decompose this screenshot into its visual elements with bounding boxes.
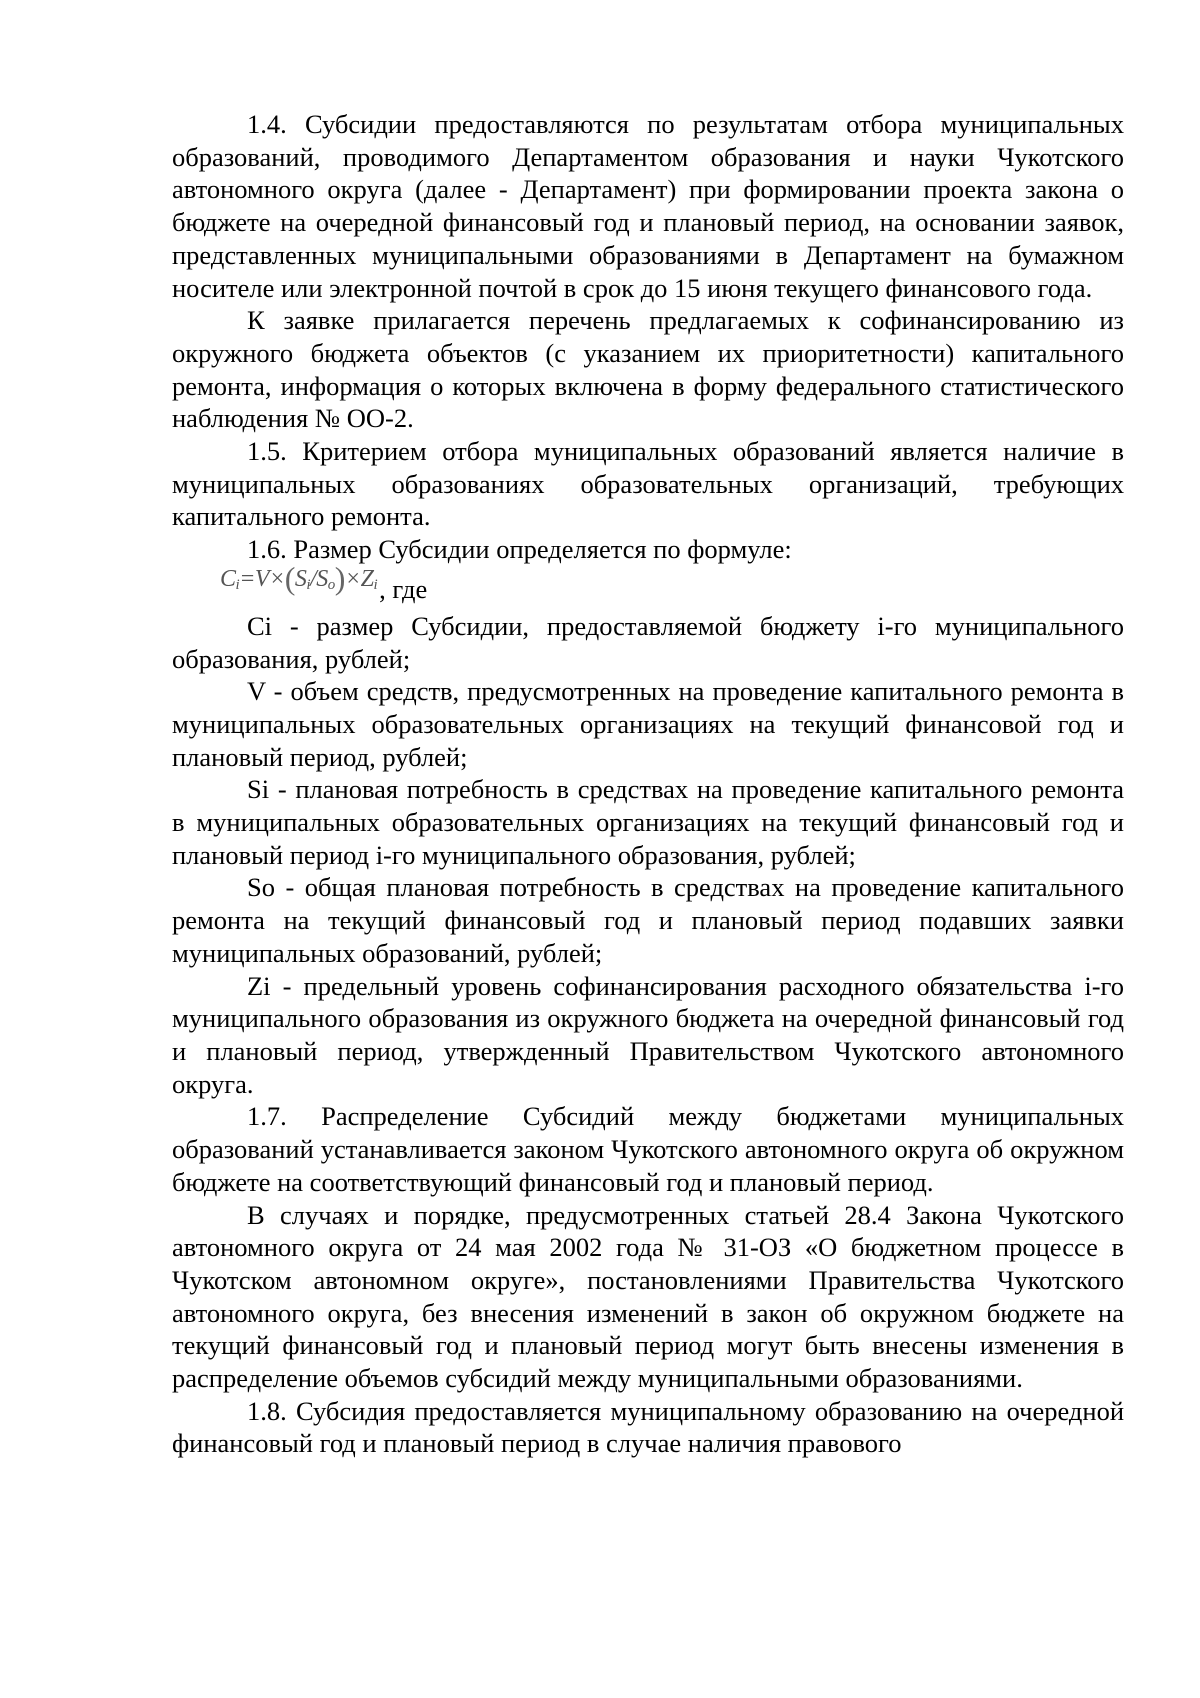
paragraph-1-7: 1.7. Распределение Субсидий между бюджетами муниципальных образований устанавливается законом Чукотского автономного округа об окружном бюджете на соответствующий финансовый год и плановый период. — [172, 1101, 1124, 1197]
formula-v: V — [254, 566, 270, 593]
formula-times-1: × — [269, 566, 285, 593]
formula-s-sub: i — [306, 577, 311, 594]
formula-where: , где — [379, 574, 428, 605]
paragraph-1-6: 1.6. Размер Субсидии определяется по формуле: — [247, 534, 792, 565]
definition-zi: Zi - предельный уровень софинансирования расходного обязательства i-го муниципального образования из окружного бюджета на очередной финансовый год и плановый период, утвержденный Правительством Чукотского автономного округа. — [172, 970, 1124, 1099]
paragraph-1-8: 1.8. Субсидия предоставляется муниципальному образованию на очередной финансовый год и плановый период в случае наличия правового — [172, 1395, 1124, 1459]
formula-z: Z — [360, 566, 374, 593]
formula-slash: / — [310, 566, 317, 593]
document-page — [172, 108, 1124, 1460]
formula-equals: = — [239, 566, 255, 593]
formula-open-paren: ( — [284, 560, 295, 597]
formula-s: S — [294, 566, 307, 593]
formula-expression — [220, 562, 377, 602]
paragraph-1-4: 1.4. Субсидии предоставляются по результатам отбора муниципальных образований, проводимого Департаментом образования и науки Чукотского автономного округа (далее - Департамент) при формировании проекта закона о бюджете на очередной финансовый год и плановый период, на основании заявок, представленных муниципальными образованиями в Департамент на бумажном носителе или электронной почтой в срок до 15 июня текущего финансового года. — [172, 109, 1124, 303]
paragraph-application-list: К заявке прилагается перечень предлагаемых к софинансированию из окружного бюджета объектов (с указанием их приоритетности) капитального ремонта, информация о которых включена в форму федерального статистического наблюдения № ОО-2. — [172, 305, 1124, 434]
definition-v: V - объем средств, предусмотренных на проведение капитального ремонта в муниципальных образовательных организациях на текущий финансовой год и плановый период, рублей; — [172, 676, 1124, 772]
paragraph-redistribution: В случаях и порядке, предусмотренных статьей 28.4 Закона Чукотского автономного округа от 24 мая 2002 года № 31-ОЗ «О бюджетном процессе в Чукотском автономном округе», постановлениями Правительства Чукотского автономного округа, без внесения изменений в закон об окружном бюджете на текущий финансовый год и плановый период могут быть внесены изменения в распределение объемов субсидий между муниципальными образованиями. — [172, 1199, 1124, 1394]
formula-z-sub: i — [373, 577, 378, 594]
formula-lhs: C — [220, 566, 236, 593]
formula-s0-sub: o — [327, 577, 335, 594]
paragraph-1-5: 1.5. Критерием отбора муниципальных образований является наличие в муниципальных образованиях образовательных организаций, требующих капитального ремонта. — [172, 436, 1124, 532]
definition-ci: Ci - размер Субсидии, предоставляемой бюджету i-го муниципального образования, рублей; — [172, 610, 1124, 674]
definition-so: So - общая плановая потребность в средствах на проведение капитального ремонта на текущий финансовый год и плановый период подавших заявки муниципальных образований, рублей; — [172, 872, 1124, 968]
formula-close-paren: ) — [334, 560, 345, 597]
formula-times-2: × — [344, 566, 361, 593]
formula-s0: S — [316, 566, 328, 593]
formula-lhs-sub: i — [235, 577, 240, 594]
definition-si: Si - плановая потребность в средствах на проведение капитального ремонта в муниципальных образовательных организациях на текущий финансовый год и плановый период i-го муниципального образования, рублей; — [172, 774, 1124, 870]
subsidy-formula — [172, 562, 1124, 606]
